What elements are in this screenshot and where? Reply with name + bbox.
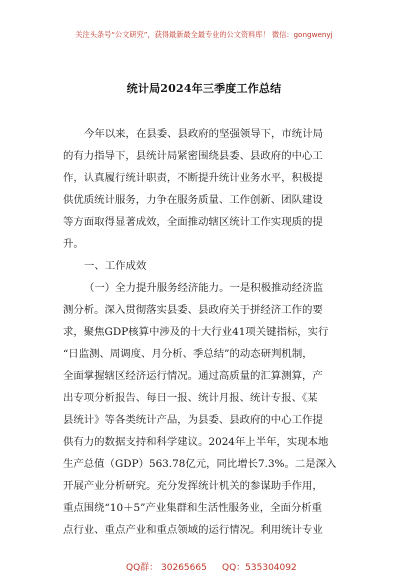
text-line: 测分析。深入贯彻落实县委、县政府关于拼经济工作的要 <box>63 304 323 316</box>
text-line: 点行业、重点产业和重点领域的运行情况。利用统计专业 <box>63 524 323 536</box>
document-title: 统计局2024年三季度工作总结 <box>126 82 282 95</box>
text-line: 县统计》等各类统计产品，为县委、县政府的中心工作提 <box>63 414 323 426</box>
text-line: 出专项分析报告、每日一报、统计月报、统计专报、《某 <box>63 392 318 404</box>
paragraph-service-capacity <box>63 277 346 541</box>
text-line: （一）全力提升服务经济能力。一是积极推动经济监 <box>84 282 323 294</box>
text-line: 求，聚焦GDP核算中涉及的十大行业41项关键指标，实行 <box>63 326 329 338</box>
text-line: 重点围绕“10＋5”产业集群和生活性服务业，全面分析重 <box>63 502 323 514</box>
text-line: 全面掌握辖区经济运行情况。通过高质量的汇算测算，产 <box>63 370 323 382</box>
qq-contact-label: QQ：535304092 <box>222 563 297 573</box>
text-line: 供有力的数据支持和科学建议。2024年上半年，实现本地 <box>63 436 329 448</box>
text-line: “日监测、周调度、月分析、季总结”的动态研判机制， <box>63 348 313 360</box>
qq-group-label: QQ群： 30265665 <box>126 563 207 573</box>
text-line: 的有力指导下，县统计局紧密围绕县委、县政府的中心工 <box>63 150 323 162</box>
text-line: 开展产业分析研究。充分发挥统计机关的参谋助手作用， <box>63 480 323 492</box>
text-line: 作，认真履行统计职责，不断提升统计业务水平，积极提 <box>63 172 323 184</box>
text-line: 供优质统计服务，力争在服务质量、工作创新、团队建设 <box>63 194 323 206</box>
header-banner: 关注头条号“公文研究”，获得最新最全最专业的公文资料库！ 微信：gongwenyj <box>75 30 333 39</box>
document-body <box>63 123 346 541</box>
section-heading: 一、工作成效 <box>84 260 147 272</box>
text-line: 升。 <box>63 238 84 250</box>
paragraph-intro <box>63 123 346 255</box>
text-line: 等方面取得显著成效，全面推动辖区统计工作实现质的提 <box>63 216 323 228</box>
text-line: 今年以来，在县委、县政府的坚强领导下，市统计局 <box>84 128 323 140</box>
text-line: 生产总值（GDP）563.78亿元，同比增长7.3%。二是深入 <box>63 458 337 470</box>
